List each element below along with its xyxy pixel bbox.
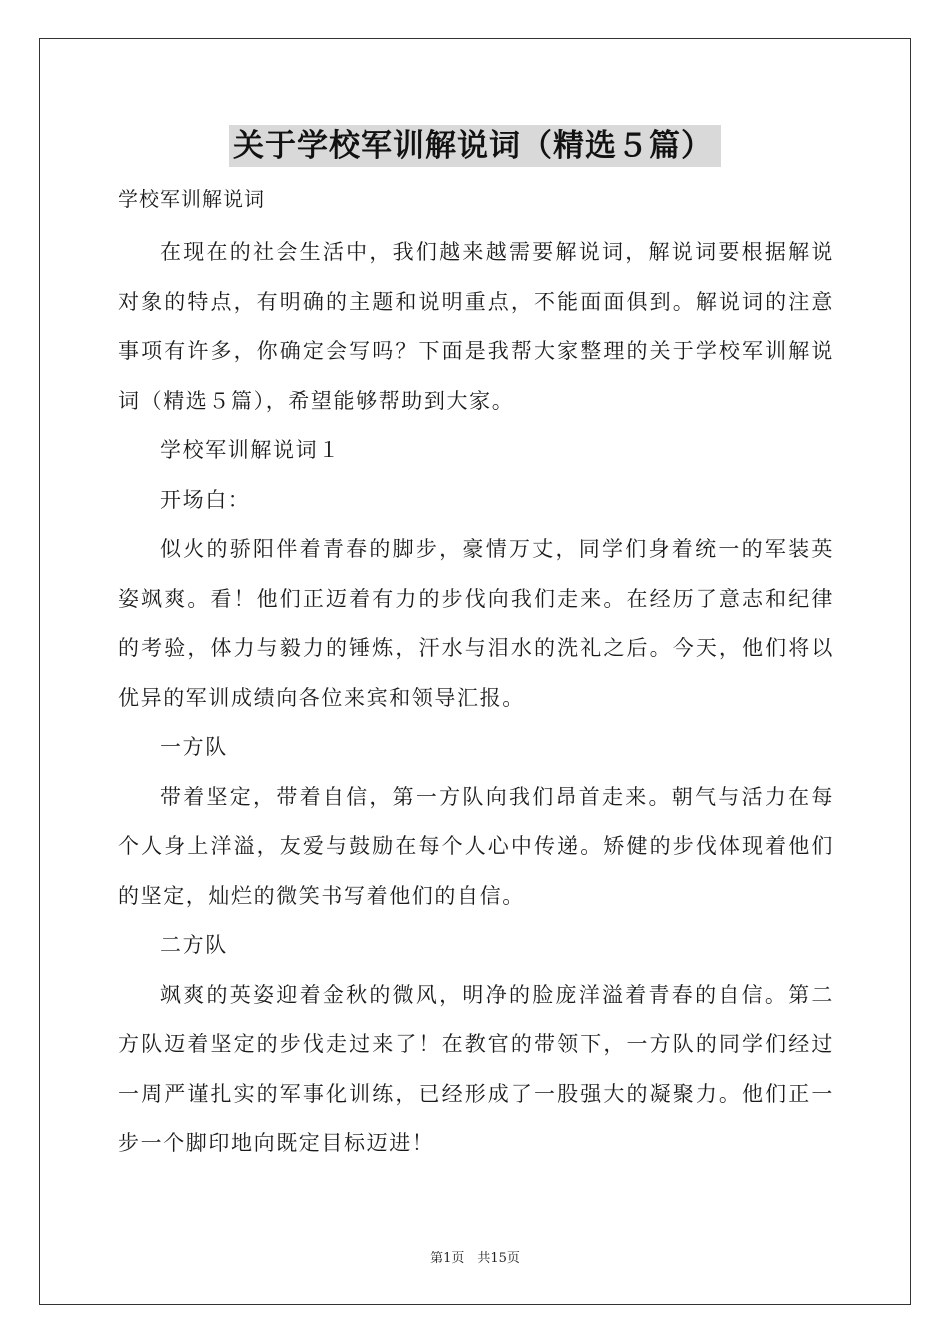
squad-2-paragraph: 飒爽的英姿迎着金秋的微风，明净的脸庞洋溢着青春的自信。第二方队迈着坚定的步伐走过来了！在教官的带领下，一方队的同学们经过一周严谨扎实的军事化训练，已经形成了一股强大的凝聚力。他们正一步一个脚印地向既定目标迈进！ bbox=[118, 982, 834, 1155]
document-title: 关于学校军训解说词（精选５篇） bbox=[229, 125, 721, 167]
squad-1-paragraph: 带着坚定，带着自信，第一方队向我们昂首走来。朝气与活力在每个人身上洋溢，友爱与鼓励在每个人心中传递。矫健的步伐体现着他们的坚定，灿烂的微笑书写着他们的自信。 bbox=[118, 784, 834, 908]
section-heading-1: 学校军训解说词１ bbox=[160, 438, 341, 462]
title-container bbox=[0, 125, 950, 167]
page-footer: 第1页 共15页 bbox=[430, 1251, 520, 1266]
intro-paragraph: 在现在的社会生活中，我们越来越需要解说词，解说词要根据解说对象的特点，有明确的主题和说明重点，不能面面俱到。解说词的注意事项有许多，你确定会写吗？下面是我帮大家整理的关于学校军训解说词（精选５篇），希望能够帮助到大家。 bbox=[118, 240, 834, 413]
document-body bbox=[118, 180, 834, 1169]
opening-heading: 开场白： bbox=[160, 487, 251, 512]
squad-1-heading: 一方队 bbox=[160, 735, 228, 759]
opening-paragraph: 似火的骄阳伴着青春的脚步，豪情万丈，同学们身着统一的军装英姿飒爽。看！他们正迈着有力的步伐向我们走来。在经历了意志和纪律的考验，体力与毅力的锤炼，汗水与泪水的洗礼之后。今天，他们将以优异的军训成绩向各位来宾和领导汇报。 bbox=[118, 537, 834, 710]
squad-2-heading: 二方队 bbox=[160, 933, 228, 957]
document-subtitle: 学校军训解说词 bbox=[118, 187, 265, 211]
